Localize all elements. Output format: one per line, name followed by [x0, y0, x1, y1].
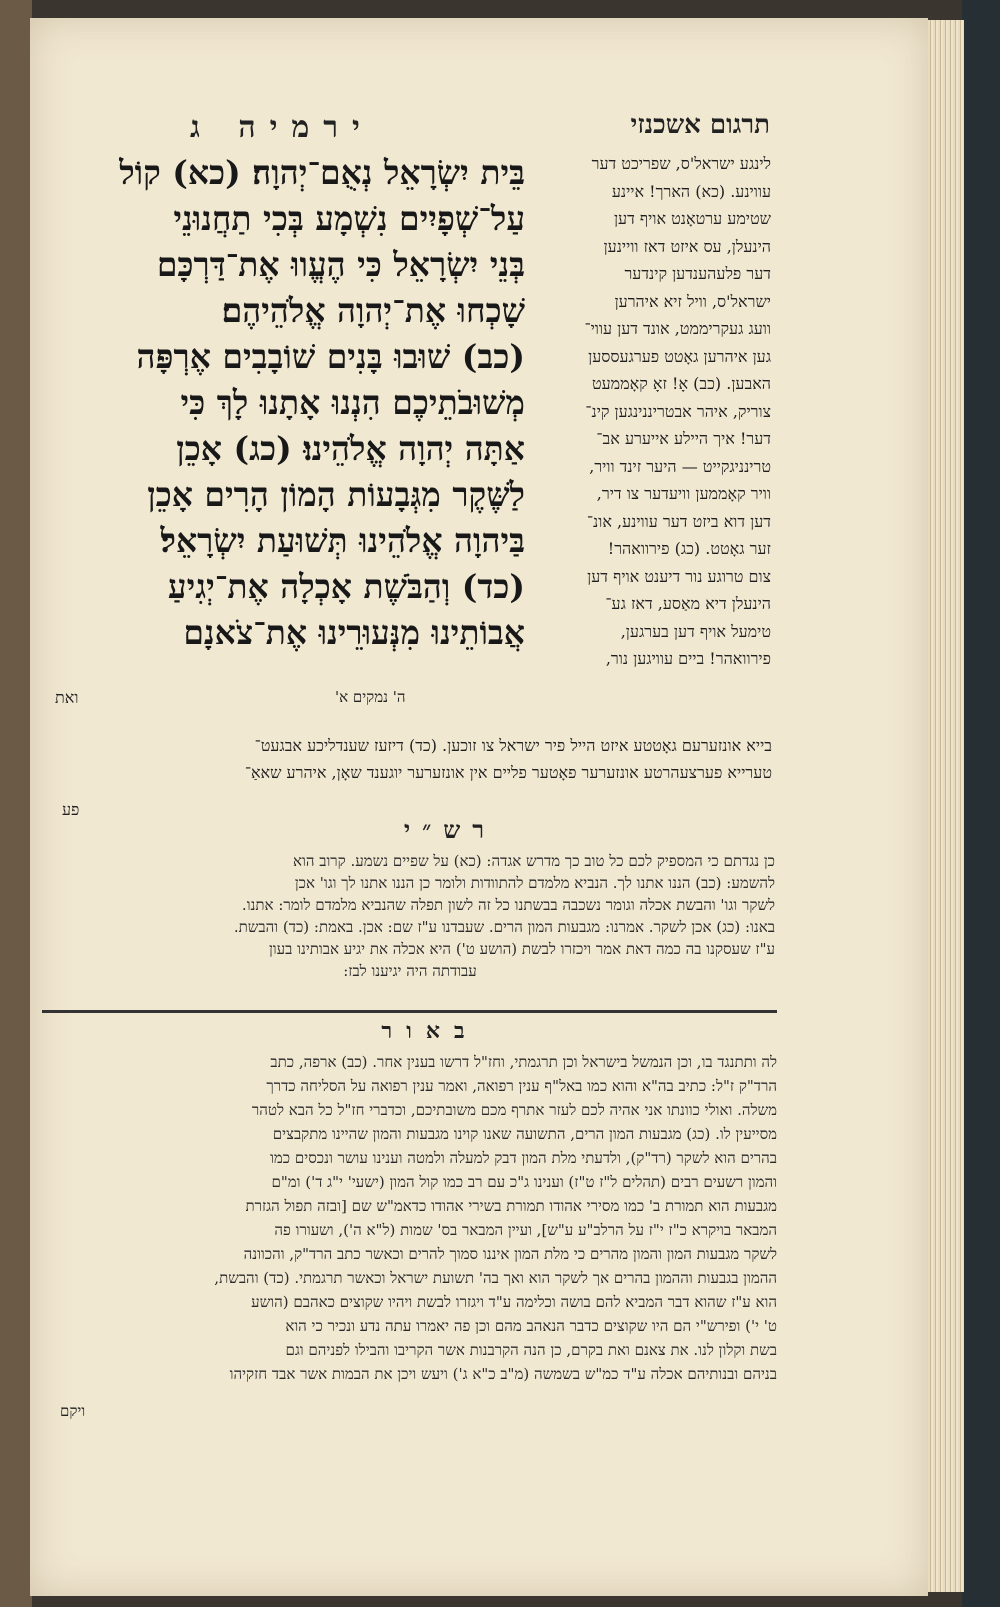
left-background [0, 0, 32, 1607]
book-name: ירמיה ג [190, 110, 374, 145]
hebrew-line: מְשׁוּבֹתֵיכֶם הִנְנוּ אָתָנוּ לָךְ כִּי [180, 383, 525, 422]
rashi-line: לשקר וגו' והבשת אכלה וגומר נשכבה בבשתנו כל זה לשון תפלה שהנביא מלמדם לומר: אתנו. [241, 896, 775, 914]
yiddish-line: טרינניגקייט — היער זינד וויר, [589, 456, 771, 476]
yiddish-line: דער! איך היילע אייערע אב־ [596, 429, 771, 448]
yiddish-line: לינגע ישראל'ס, שפריכט דער [591, 154, 771, 173]
rashi-line: ע"ז שעסקנו בה כמה דאת אמר ויכזרו לבשת (הושע ט') היא אכלה את יגיע אבותינו בעון [268, 940, 775, 958]
yiddish-line: עווינע. (כא) הארך! איינע [611, 181, 771, 201]
biur-line: בניהם ובנותיהם אכלה ע"ד כמ"ש בשמשה (מ"ב כ"א ג') ויעש ויכן את הבמות אשר אבד חזקיהו [229, 1365, 777, 1383]
yiddish-full-width [50, 732, 772, 786]
biur-heading: באור [381, 1018, 479, 1044]
yiddish-line: צום טרוגע נור דיענט אויף דען [587, 566, 771, 586]
running-header [60, 110, 770, 150]
hebrew-line: (כב) שׁוּבוּ בָּנִים שׁוֹבָבִים אֶרְפָּה [136, 337, 525, 376]
section-divider [42, 1010, 777, 1013]
catchword-bottom: ויקם [60, 1402, 86, 1420]
yiddish-full-line: טערייא פערצעהרטע אונזערער פאָטער פליים אין אונזערער יוגענד שאָן, איהרע שאאַ־ [244, 763, 772, 782]
yiddish-translation-column [543, 150, 771, 730]
yiddish-line: שטימע ערטאָנט אויף דען [613, 209, 771, 228]
yiddish-line: דען דוא ביזט דער עווינע, אונ־ [586, 511, 771, 531]
hebrew-line: שָׁכְחוּ אֶת־יְהוָה אֱלֹהֵיהֶם׃ [221, 291, 525, 330]
biur-commentary [42, 1050, 777, 1386]
hebrew-line: בֵּית יִשְׂרָאֵל נְאֻם־יְהוָה׃ (כא) קוֹל [119, 153, 525, 192]
book-cover-edge [962, 0, 1000, 1607]
biur-line: מסייעין לו. (כג) מגבעות המון הרים, התשועה שאנו קוינו מגבעות והמון שהיינו מתקבצים [272, 1125, 777, 1143]
catchword-left: ואת [55, 688, 79, 707]
yiddish-line: הינעלן דיא מאַסע, דאז גע־ [605, 594, 771, 613]
hebrew-line: לַשֶּׁקֶר מִגְּבָעוֹת הָמוֹן הָרִים אָכֵן [147, 475, 525, 514]
rashi-line: כן נגדתם כי המספיק לכם כל טוב כך מדרש אגדה: (כא) על שפיים נשמע. קרוב הוא [292, 852, 775, 870]
rashi-heading: רש״י [403, 815, 497, 844]
biur-line: בשת וקלון לנו. את צאנם ואת בקרם, כן הנה הקרבנות אשר הקריבו והבילו לפניהם וגם [285, 1341, 777, 1359]
yiddish-line: טימעל אויף דען בערגען, [620, 621, 771, 641]
rashi-commentary [45, 850, 775, 982]
hebrew-line: בְּנֵי יִשְׂרָאֵל כִּי הֶעֱווּ אֶת־דַּרְכָּם [156, 245, 525, 284]
yiddish-line: הינעלן, עס איזט דאז וויינען [603, 236, 771, 256]
masorah-note: ה' נמקים א' [335, 688, 406, 706]
catchword-pe: פע [62, 800, 80, 819]
yiddish-line: צוריק, איהר אבטריננינגען קינ־ [585, 401, 771, 421]
rashi-line: להשמע: (כב) הננו אתנו לך. הנביא מלמדם להתוודות ולומר כן הננו אתנו לך וגו' אכן [294, 874, 775, 892]
hebrew-line: (כד) וְהַבֹּשֶׁת אָכְלָה אֶת־יְגִיעַ [167, 567, 525, 606]
hebrew-line: עַל־שְׁפָיִים נִשְׁמָע בְּכִי תַחֲנוּנֵי [173, 199, 525, 238]
hebrew-line: בַּיהוָה אֱלֹהֵינוּ תְּשׁוּעַת יִשְׂרָאֵל׃ [160, 521, 525, 560]
yiddish-line: וועג געקריממט, אונד דען עווי־ [584, 319, 771, 338]
biur-line: לשקר מגבעות המון והמון מהרים כי מלת המון איננו סמוך להרים וכאשר כתב הרד"ק, והכוונה [243, 1245, 777, 1263]
yiddish-line: וויר קאָממען וויעדער צו דיר, [596, 484, 771, 503]
page-edges [928, 20, 964, 1592]
biur-line: המבאר בויקרא כ"ז י"ז על הרלב"ע ע"ש], ועיין המבאר בס' שמות (ל"א ה'), ושעורו פה [274, 1221, 777, 1239]
biur-line: לה ותתנגד בו, וכן הנמשל בישראל וכן תרגמתי, וחז"ל דרשו בענין אחר. (כב) ארפה, כתב [270, 1053, 777, 1071]
hebrew-text-column [50, 150, 525, 680]
biur-line: והמון רשעים רבים (תהלים ל"ז ט"ז) וענינו ג"כ עם רב כמו קול המון (ישעי' י"ג ד') ומ"ם [271, 1173, 777, 1191]
biur-line: הוא ע"ז שהוא דבר המביא להם בושה וכלימה ע"ד ויגזרו לבשת ויהיו שקוצים כאהבם (הושע [251, 1293, 777, 1311]
rashi-line: באנו: (כג) אכן לשקר. אמרנו: מגבעות המון הרים. שעבדנו ע"ז שם: אכן. באמת: (כד) והבשת. [233, 918, 775, 936]
biur-line: משלה. ואולי כוונתו אני אהיה לכם לעזר אתרף מכם משובתיכם, וכדברי חז"ל כל הבא לטהר [251, 1101, 777, 1119]
yiddish-line: ישראל'ס, וויל זיא איהרען [614, 291, 771, 311]
hebrew-line: אַתָּה יְהוָה אֱלֹהֵינוּ׃ (כג) אָכֵן [176, 429, 525, 468]
yiddish-full-line: בייא אונזערעם גאָטטע איזט הייל פיר ישראל צו זוכען. (כד) דיזעז שענדליכע אבגעט־ [254, 736, 772, 755]
hebrew-line: אֲבוֹתֵינוּ מִנְּעוּרֵינוּ אֶת־צֹאנָם [183, 613, 525, 652]
yiddish-line: דער פלעהענדען קינדער [624, 264, 771, 283]
biur-line: ט' י') ופירש"י הם היו שקוצים כדבר הנאהב מהם וכן פה יאמרו עתה נדע ונכיר כי הוא [285, 1317, 777, 1335]
targum-title: תרגום אשכנזי [630, 110, 770, 140]
biur-line: מגבעות הוא תמורת ב' כמו מסירי אהודו תמורת בשירי אהודו כדאמ"ש שם [ובזה תפול הגזרת [245, 1197, 777, 1215]
yiddish-line: גען איהרען גאָטט פערגעססען [588, 346, 771, 366]
biur-line: הרד"ק ז"ל: כתיב בה"א והוא כמו באל"ף ענין רפואה, ואמר ענין רפואה על הסליחה כדרך [266, 1077, 777, 1095]
biur-line: ההמון בגבעות וההמון בהרים אך לשקר הוא ואך בה' תשועת ישראל וכאשר תרגמתי. (כד) והבשת, [214, 1269, 777, 1287]
rashi-line: עבודתה היה יגיענו לבז: [343, 962, 477, 980]
biur-line: בהרים הוא לשקר (רד"ק), ולדעתי מלת המון דבק למעלה ולמטה וענינו עושר ונכסים כמו [270, 1149, 777, 1167]
yiddish-line: פירוואהר! ביים עוויגען נור, [605, 649, 771, 668]
yiddish-line: זער גאָטט. (כג) פירוואהר! [607, 539, 771, 558]
yiddish-line: האבען. (כב) אָ! זאָ קאָממעט [591, 374, 771, 393]
